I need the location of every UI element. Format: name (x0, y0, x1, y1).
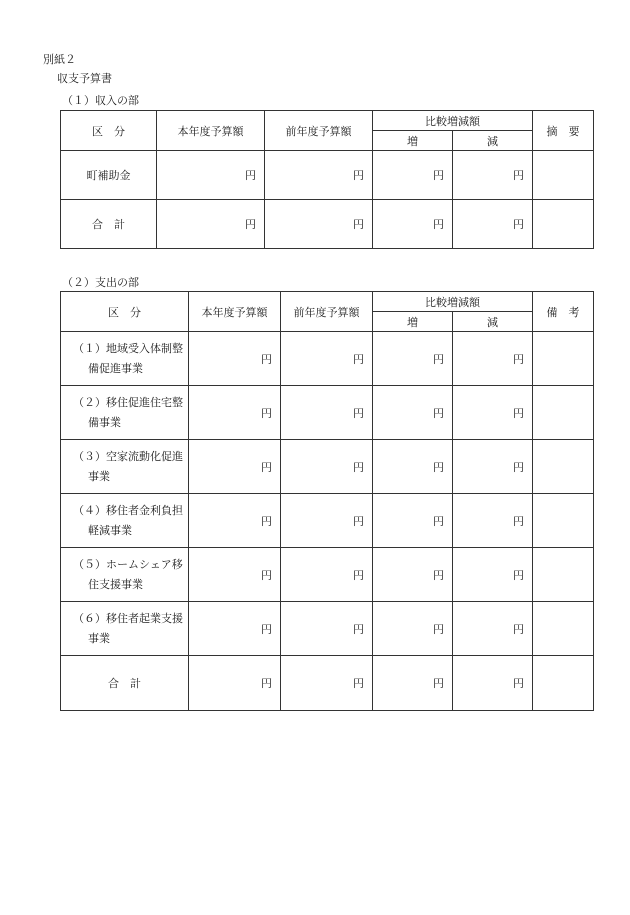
table-row (61, 200, 594, 249)
expense-header-this-year: 本年度予算額 (189, 292, 281, 332)
expense-row-last-year: 円 (281, 440, 373, 494)
document-title: 収支予算書 (57, 72, 112, 85)
table-row (61, 656, 594, 711)
expense-row-remarks (533, 440, 594, 494)
expense-row-last-year: 円 (281, 548, 373, 602)
expense-row-remarks (533, 548, 594, 602)
expense-item-name-line2: 備事業 (88, 415, 121, 429)
expense-item-name-line2: 事業 (88, 469, 110, 483)
expense-row-decrease: 円 (453, 386, 533, 440)
expense-item-name-line1: （４）移住者金利負担 (73, 503, 183, 517)
expense-item-name-line1: （３）空家流動化促進 (73, 449, 183, 463)
income-row-remarks (533, 151, 594, 200)
expense-row-this-year: 円 (189, 494, 281, 548)
expense-item-name (61, 332, 189, 386)
expense-header-last-year: 前年度予算額 (281, 292, 373, 332)
expense-row-this-year: 円 (189, 602, 281, 656)
expense-row-increase: 円 (373, 494, 453, 548)
expense-item-name (61, 494, 189, 548)
expense-item-name (61, 440, 189, 494)
expense-row-increase: 円 (373, 332, 453, 386)
expense-item-name-line1: （５）ホームシェア移 (73, 557, 183, 571)
expense-row-last-year: 円 (281, 386, 373, 440)
expense-item-name-line2: 軽減事業 (88, 523, 132, 537)
expense-item-name-line2: 事業 (88, 631, 110, 645)
income-row-increase: 円 (373, 151, 453, 200)
expense-row-remarks (533, 386, 594, 440)
expense-row-last-year: 円 (281, 602, 373, 656)
table-row (61, 548, 594, 602)
expense-header-increase: 増 (373, 312, 453, 332)
expense-row-increase: 円 (373, 440, 453, 494)
income-row-decrease: 円 (453, 151, 533, 200)
income-header-remarks: 摘 要 (533, 111, 594, 151)
income-total-this-year: 円 (157, 200, 265, 249)
expense-row-last-year: 円 (281, 332, 373, 386)
table-row (61, 440, 594, 494)
expense-item-name-line1: （６）移住者起業支援 (73, 611, 183, 625)
income-section-heading: （１）収入の部 (62, 94, 139, 107)
income-header-increase: 増 (373, 131, 453, 151)
income-total-last-year: 円 (265, 200, 373, 249)
expense-item-name-line2: 備促進事業 (88, 361, 143, 375)
income-row-name: 町補助金 (61, 151, 157, 200)
expense-section-heading: （２）支出の部 (62, 276, 139, 289)
expense-row-this-year: 円 (189, 440, 281, 494)
expense-row-last-year: 円 (281, 494, 373, 548)
expense-total-last-year: 円 (281, 656, 373, 711)
expense-header-category: 区 分 (61, 292, 189, 332)
expense-row-remarks (533, 602, 594, 656)
expense-header-decrease: 減 (453, 312, 533, 332)
expense-row-decrease: 円 (453, 332, 533, 386)
expense-header-comparison: 比較増減額 (373, 292, 533, 312)
expense-row-this-year: 円 (189, 548, 281, 602)
income-header-comparison: 比較増減額 (373, 111, 533, 131)
table-row (61, 494, 594, 548)
expense-header-remarks: 備 考 (533, 292, 594, 332)
expense-table (60, 291, 594, 711)
income-header-this-year: 本年度予算額 (157, 111, 265, 151)
expense-total-increase: 円 (373, 656, 453, 711)
expense-row-increase: 円 (373, 548, 453, 602)
expense-total-name: 合 計 (61, 656, 189, 711)
expense-item-name (61, 548, 189, 602)
expense-row-increase: 円 (373, 602, 453, 656)
expense-row-remarks (533, 494, 594, 548)
expense-row-increase: 円 (373, 386, 453, 440)
income-header-category: 区 分 (61, 111, 157, 151)
table-row (61, 332, 594, 386)
income-header-last-year: 前年度予算額 (265, 111, 373, 151)
income-total-name: 合 計 (61, 200, 157, 249)
income-table (60, 110, 594, 249)
income-total-decrease: 円 (453, 200, 533, 249)
expense-item-name-line1: （２）移住促進住宅整 (73, 395, 183, 409)
expense-item-name (61, 386, 189, 440)
income-header-decrease: 減 (453, 131, 533, 151)
expense-row-this-year: 円 (189, 332, 281, 386)
attachment-label: 別紙２ (43, 53, 76, 66)
table-row (61, 602, 594, 656)
expense-row-this-year: 円 (189, 386, 281, 440)
expense-total-remarks (533, 656, 594, 711)
expense-item-name-line1: （１）地域受入体制整 (73, 341, 183, 355)
income-row-last-year: 円 (265, 151, 373, 200)
income-total-increase: 円 (373, 200, 453, 249)
table-row (61, 386, 594, 440)
expense-row-decrease: 円 (453, 494, 533, 548)
income-row-this-year: 円 (157, 151, 265, 200)
expense-total-decrease: 円 (453, 656, 533, 711)
table-row (61, 151, 594, 200)
expense-row-decrease: 円 (453, 602, 533, 656)
expense-item-name (61, 602, 189, 656)
expense-row-decrease: 円 (453, 548, 533, 602)
expense-item-name-line2: 住支援事業 (88, 577, 143, 591)
income-total-remarks (533, 200, 594, 249)
expense-row-decrease: 円 (453, 440, 533, 494)
expense-row-remarks (533, 332, 594, 386)
expense-total-this-year: 円 (189, 656, 281, 711)
